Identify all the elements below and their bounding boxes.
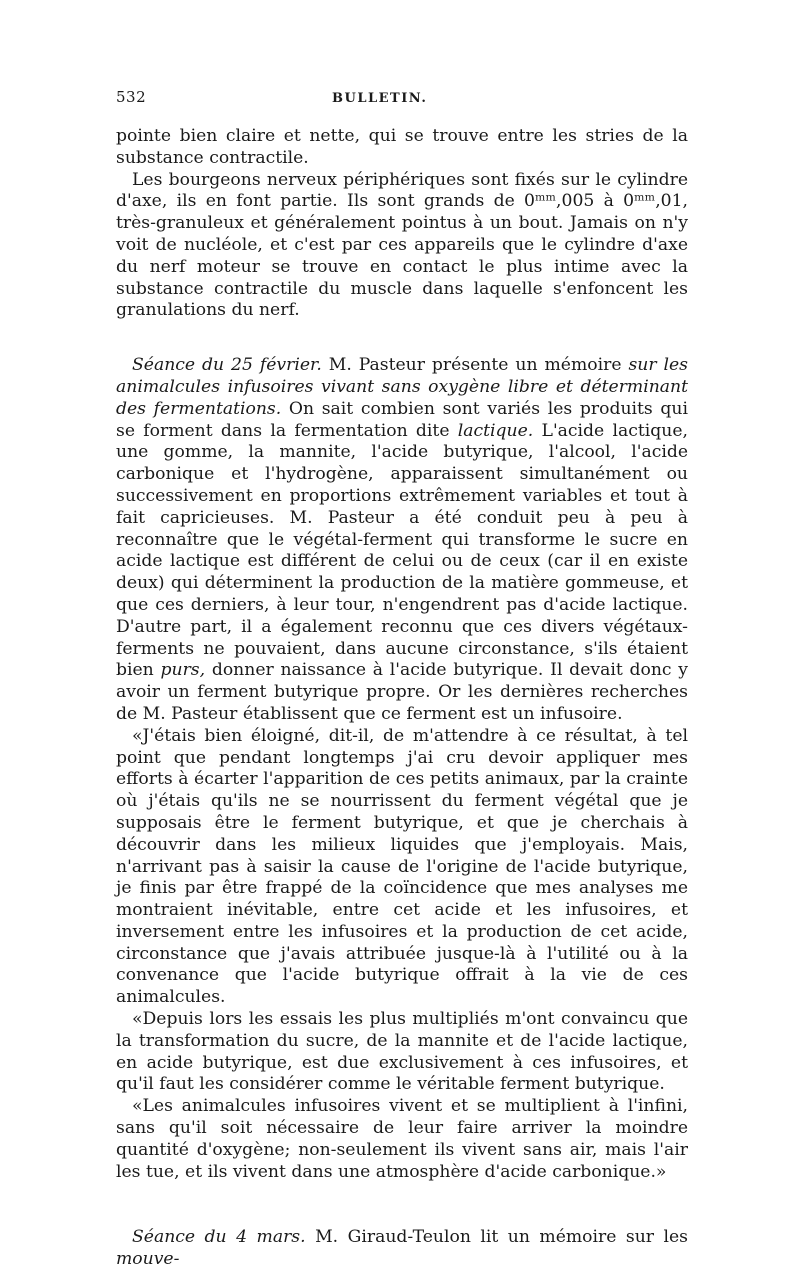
running-title: BULLETIN.: [332, 91, 428, 106]
term-lactique: lactique.: [457, 420, 534, 441]
memoir-title: sur les animalcules infusoires vivant sans oxygène libre et déterminant des fermentations.: [116, 355, 689, 419]
seance-lead: M. Pasteur présente un mémoire: [321, 355, 629, 376]
seance-date: Séance du 25 février.: [132, 355, 322, 376]
paragraph-quote-3: «Les animalcules infusoires vivent et se multiplient à l'infini, sans qu'il soit nécessaire de leur faire arriver la moindre quantité d'oxygène; non-seulement ils vivent sans air, mais l'air les tue, et ils vivent dans une atmosphère d'acide carbonique.»: [116, 1096, 688, 1182]
paragraph-seance-25-fevrier: [116, 355, 688, 726]
term-purs: purs,: [160, 660, 206, 681]
page-number: 532: [116, 88, 147, 106]
seance-body-3: donner naissance à l'acide butyrique. Il devait donc y avoir un ferment butyrique propre. Or les dernières recherches de M. Pasteur établissent que ce ferment est un infusoire.: [116, 660, 688, 724]
paragraph-continuation: pointe bien claire et nette, qui se trouve entre les stries de la substance contractile.: [116, 126, 688, 168]
seance-2-trail: mouve-: [116, 1249, 180, 1270]
paragraph-nerve-buds: Les bourgeons nerveux périphériques sont fixés sur le cylindre d'axe, ils en font partie. Ils sont grands de 0ᵐᵐ,005 à 0ᵐᵐ,01, très-granuleux et généralement pointus à un bout. Jamais on n'y voit de nucléole, et c'est par ces appareils que le cylindre d'axe du nerf moteur se trouve en contact le plus intime avec la substance contractile du muscle dans laquelle s'enfoncent les granulations du nerf.: [116, 169, 688, 321]
page-header: [116, 88, 688, 112]
seance-body-1: On sait combien sont variés les produits qui se forment dans la fermentation dite: [116, 398, 688, 441]
document-page: [116, 88, 688, 1271]
paragraph-quote-2: «Depuis lors les essais les plus multipliés m'ont convaincu que la transformation du sucre, de la mannite et de l'acide lactique, en acide butyrique, est due exclusivement à ces infusoires, et qu'il faut les considérer comme le véritable ferment butyrique.: [116, 1009, 688, 1095]
seance-body-2: L'acide lactique, une gomme, la mannite, l'acide butyrique, l'alcool, l'acide carbonique et l'hydrogène, apparaissent simultanément ou successivement en proportions extrêmement variables et tout à fait capricieuses. M. Pasteur a été conduit peu à peu à reconnaître que le végétal-ferment qui transforme le sucre en acide lactique est différent de celui ou de ceux (car il en existe deux) qui déterminent la production de la matière gommeuse, et que ces derniers, à leur tour, n'engendrent pas d'acide lactique. D'autre part, il a également reconnu que ces divers végétaux-ferments ne pouvaient, dans aucune circonstance, s'ils étaient bien: [116, 420, 688, 681]
paragraph-seance-4-mars: [116, 1227, 688, 1271]
paragraph-quote-1: «J'étais bien éloigné, dit-il, de m'attendre à ce résultat, à tel point que pendant longtemps j'ai cru devoir appliquer mes efforts à écarter l'apparition de ces petits animaux, par la crainte où j'étais qu'ils ne se nourrissent du ferment végétal que je supposais être le ferment butyrique, et que je cherchais à découvrir dans les milieux liquides que j'employais. Mais, n'arrivant pas à saisir la cause de l'origine de l'acide butyrique, je finis par être frappé de la coïncidence que mes analyses me montraient inévitable, entre cet acide et les infusoires, et inversement entre les infusoires et la production de cet acide, circonstance que j'avais attribuée jusque-là à l'utilité ou à la convenance que l'acide butyrique offrait à la vie de ces animalcules.: [116, 725, 688, 1008]
seance-date-2: Séance du 4 mars.: [132, 1227, 306, 1248]
body-text: [116, 126, 688, 1271]
seance-2-body: M. Giraud-Teulon lit un mémoire sur les: [305, 1227, 688, 1248]
